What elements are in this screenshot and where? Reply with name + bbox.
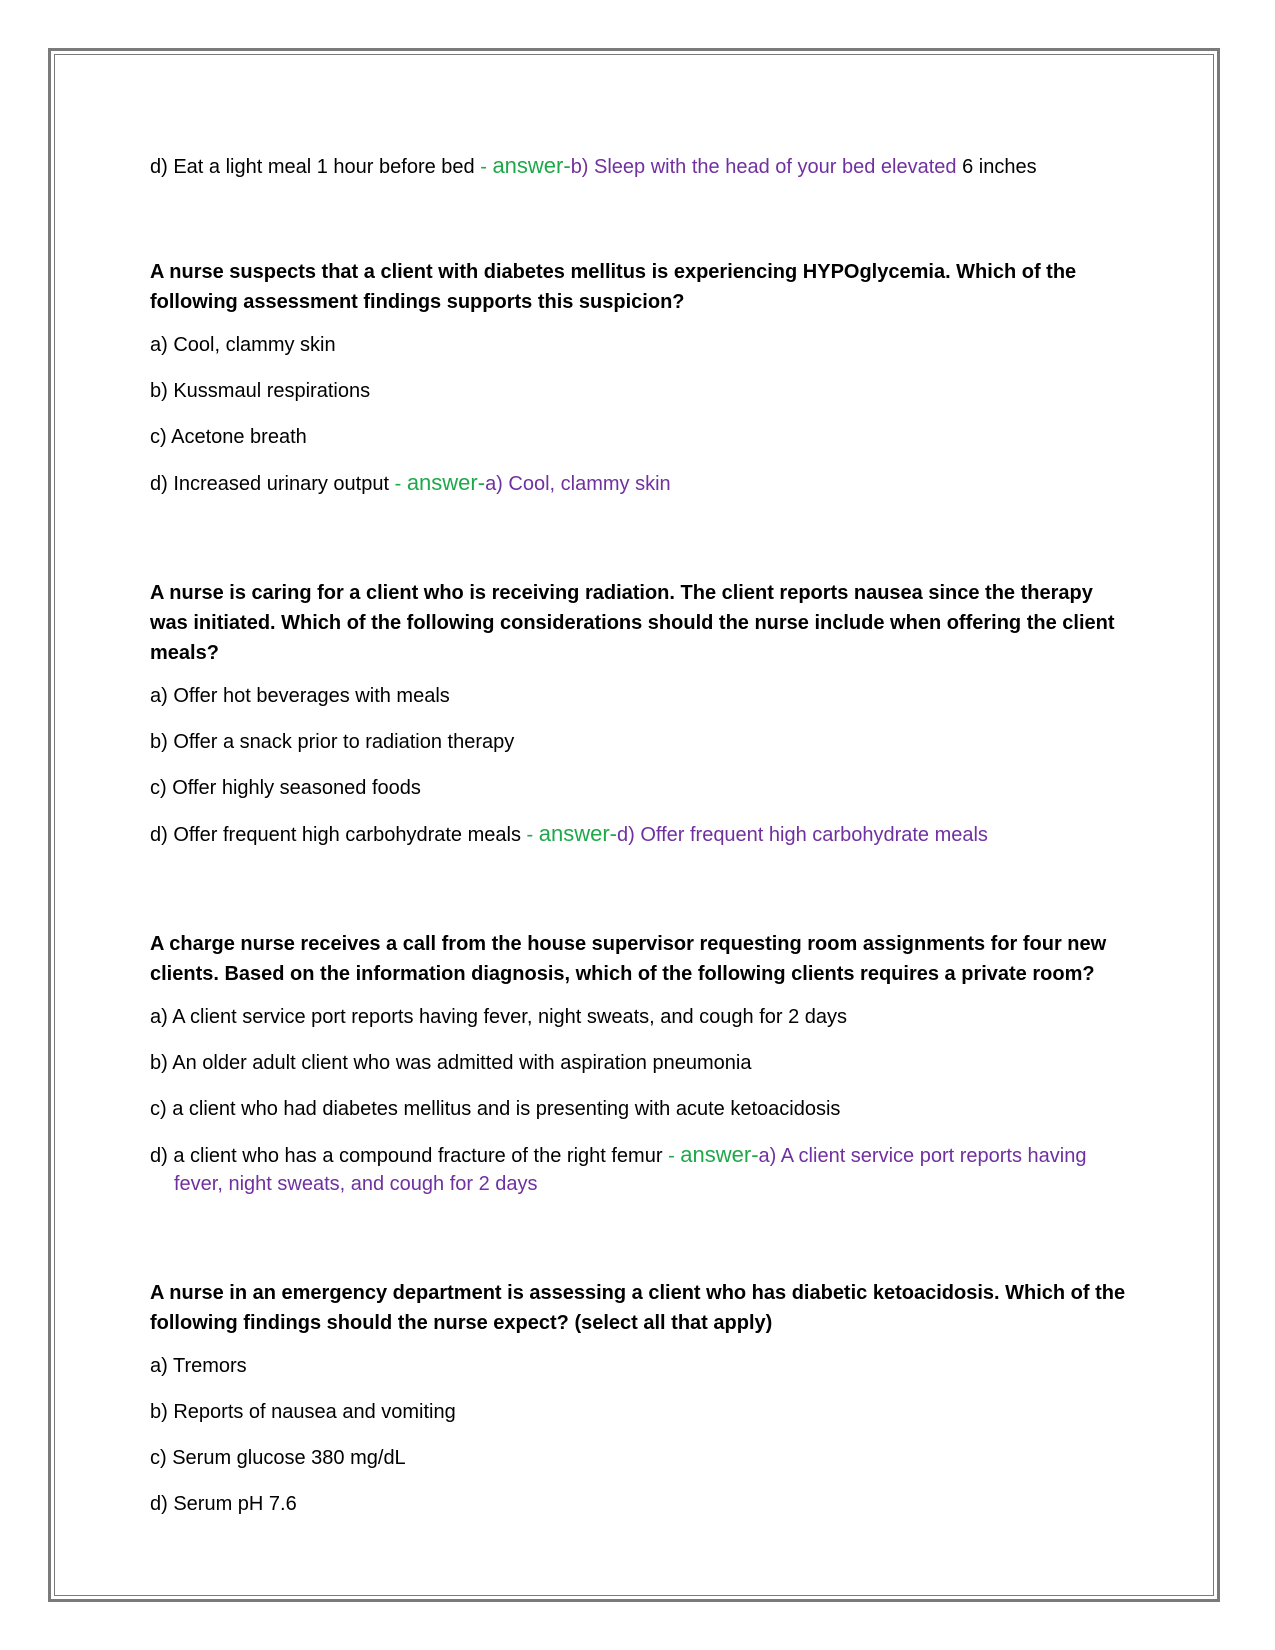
answer-tail: 6 inches	[962, 156, 1037, 178]
q2-option-d	[150, 820, 1130, 849]
answer-marker: answer-	[680, 1142, 759, 1167]
answer-marker: answer-	[406, 470, 486, 495]
q2-option-a: a) Offer hot beverages with meals	[150, 685, 450, 707]
answer-text: a) Cool, clammy skin	[485, 473, 671, 495]
question-2: A nurse is caring for a client who is receiving radiation. The client reports nausea since the therapy was initiated. Which of the following considerations should the nurse include when offering the client meals?	[150, 582, 1115, 664]
option-text: d) Offer frequent high carbohydrate meals	[150, 824, 521, 846]
q4-option-a: a) Tremors	[150, 1355, 247, 1377]
answer-dash: -	[480, 156, 493, 178]
q2-option-b: b) Offer a snack prior to radiation therapy	[150, 731, 515, 753]
answer-dash: -	[668, 1145, 681, 1167]
q3-option-d	[150, 1141, 1130, 1198]
option-text: d) Eat a light meal 1 hour before bed	[150, 156, 475, 178]
answer-text: d) Offer frequent high carbohydrate meals	[616, 824, 988, 846]
answer-marker: answer-	[538, 821, 617, 846]
answer-dash: -	[394, 473, 407, 495]
q1-option-c: c) Acetone breath	[150, 426, 307, 448]
q1-option-d	[150, 469, 1130, 498]
question-1: A nurse suspects that a client with diabetes mellitus is experiencing HYPOglycemia. Which of the following assessment findings supports this suspicion?	[150, 261, 1077, 313]
q3-option-c: c) a client who had diabetes mellitus and is presenting with acute ketoacidosis	[150, 1098, 841, 1120]
answer-dash: -	[526, 824, 539, 846]
answer-text: b) Sleep with the head of your bed elevated	[570, 156, 957, 178]
question-4: A nurse in an emergency department is assessing a client who has diabetic ketoacidosis. Which of the following findings should the nurse expect? (select all that apply)	[150, 1282, 1126, 1334]
q1-option-a: a) Cool, clammy skin	[150, 334, 336, 356]
answer-marker: answer-	[492, 153, 571, 178]
intro-answer-line	[150, 152, 1130, 181]
option-text: d) a client who has a compound fracture of the right femur	[150, 1145, 663, 1167]
q4-option-b: b) Reports of nausea and vomiting	[150, 1401, 456, 1423]
q4-option-d: d) Serum pH 7.6	[150, 1493, 297, 1515]
document-body	[150, 152, 1130, 1536]
option-text: d) Increased urinary output	[150, 473, 390, 495]
q4-option-c: c) Serum glucose 380 mg/dL	[150, 1447, 406, 1469]
q2-option-c: c) Offer highly seasoned foods	[150, 777, 421, 799]
question-3: A charge nurse receives a call from the house supervisor requesting room assignments for four new clients. Based on the information diagnosis, which of the following clients requires a private room?	[150, 933, 1107, 985]
q1-option-b: b) Kussmaul respirations	[150, 380, 371, 402]
q3-option-a: a) A client service port reports having fever, night sweats, and cough for 2 days	[150, 1006, 848, 1028]
answer-text: a) A client service port reports having fever, night sweats, and cough for 2 days	[174, 1145, 1087, 1195]
q3-option-b: b) An older adult client who was admitted with aspiration pneumonia	[150, 1052, 752, 1074]
